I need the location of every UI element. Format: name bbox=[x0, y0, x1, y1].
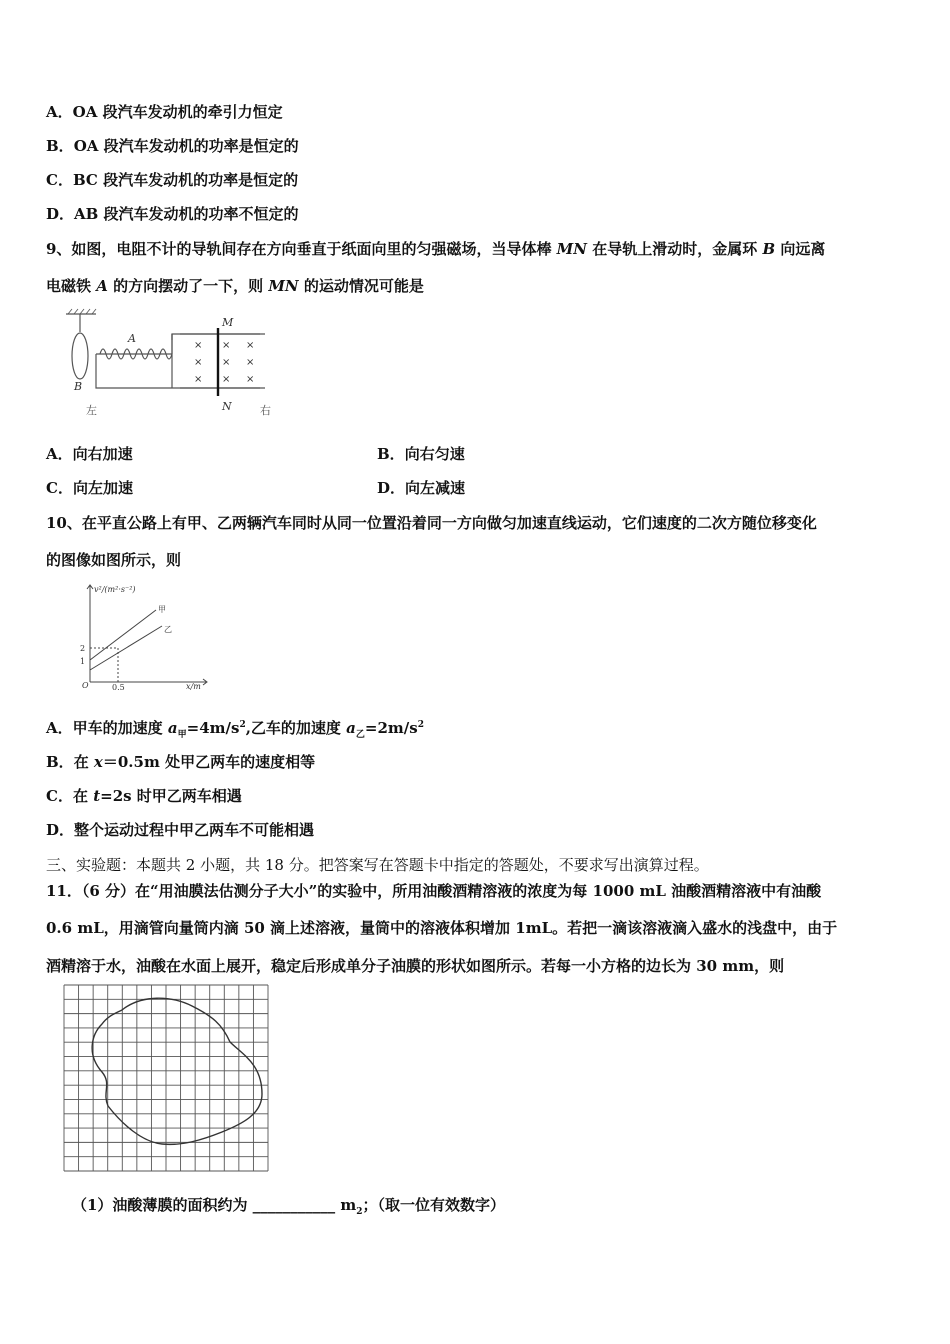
field-mark: × bbox=[246, 357, 255, 368]
q10-stem-line2: 的图像如图所示，则 bbox=[46, 551, 182, 569]
q8-option-b: B．OA 段汽车发动机的功率是恒定的 bbox=[46, 137, 299, 155]
graph-xlabel: x/m bbox=[186, 682, 201, 691]
field-mark: × bbox=[222, 374, 231, 385]
graph-ylabel: v²/(m²·s⁻²) bbox=[94, 585, 136, 594]
field-mark: × bbox=[194, 357, 203, 368]
q10-option-b: B．在 x＝0.5m 处甲乙两车的速度相等 bbox=[46, 753, 316, 771]
q10-stem-line1: 10、在平直公路上有甲、乙两辆汽车同时从同一位置沿着同一方向做匀加速直线运动，它们速度的二次方随位移变化 bbox=[46, 514, 817, 532]
label-left: 左 bbox=[86, 404, 97, 417]
q9-option-d: D．向左减速 bbox=[377, 479, 466, 497]
q9-option-b: B．向右匀速 bbox=[377, 445, 465, 463]
q8-option-d: D．AB 段汽车发动机的功率不恒定的 bbox=[46, 205, 299, 223]
q10-option-a: A．甲车的加速度 $a_甲=4m/s^2$,乙车的加速度 $a_乙=2m/s^2$ bbox=[46, 719, 424, 740]
label-n: N bbox=[222, 400, 232, 413]
graph-ytick-2: 2 bbox=[80, 644, 86, 653]
field-mark: × bbox=[246, 340, 255, 351]
q9-stem-line1: 9、如图，电阻不计的导轨间存在方向垂直于纸面向里的匀强磁场，当导体棒 MN 在导轨上滑动时，金属环 B 向远离 bbox=[46, 240, 826, 258]
field-mark: × bbox=[222, 357, 231, 368]
graph-xtick: 0.5 bbox=[112, 683, 125, 692]
label-m: M bbox=[222, 316, 234, 329]
q11-subquestion-1: （1）油酸薄膜的面积约为 ___________ $m_2$；（取一位有效数字） bbox=[72, 1196, 506, 1217]
q11-stem-line2: 0.6 mL，用滴管向量筒内滴 50 滴上述溶液，量筒中的溶液体积增加 1mL。若把一滴该溶液滴入盛水的浅盘中，由于 bbox=[46, 919, 838, 937]
q9-option-a: A．向右加速 bbox=[46, 445, 133, 463]
graph-series-jia: 甲 bbox=[158, 605, 166, 614]
label-b: B bbox=[74, 380, 83, 393]
q8-option-c: C．BC 段汽车发动机的功率是恒定的 bbox=[46, 171, 299, 189]
section3-heading: 三、实验题：本题共 2 小题，共 18 分。把答案写在答题卡中指定的答题处，不要求写出演算过程。 bbox=[46, 856, 709, 874]
field-mark: × bbox=[194, 374, 203, 385]
q9-stem-line2: 电磁铁 A 的方向摆动了一下，则 MN 的运动情况可能是 bbox=[46, 277, 424, 295]
graph-ytick-1: 1 bbox=[80, 657, 86, 666]
q11-oil-film-grid bbox=[62, 984, 270, 1172]
q10-option-d: D．整个运动过程中甲乙两车不可能相遇 bbox=[46, 821, 315, 839]
graph-origin: O bbox=[82, 681, 89, 690]
label-right: 右 bbox=[260, 404, 271, 417]
q11-stem-line1: 11．（6 分）在“用油膜法估测分子大小”的实验中，所用油酸酒精溶液的浓度为每 1000 mL 油酸酒精溶液中有油酸 bbox=[46, 882, 822, 900]
field-mark: × bbox=[194, 340, 203, 351]
field-mark: × bbox=[222, 340, 231, 351]
q8-option-a: A．OA 段汽车发动机的牵引力恒定 bbox=[46, 103, 283, 121]
q9-circuit-figure bbox=[60, 308, 290, 426]
q9-option-c: C．向左加速 bbox=[46, 479, 133, 497]
q11-stem-line3: 酒精溶于水，油酸在水面上展开，稳定后形成单分子油膜的形状如图所示。若每一小方格的边长为 30 mm，则 bbox=[46, 957, 785, 975]
graph-series-yi: 乙 bbox=[164, 625, 172, 634]
label-a: A bbox=[128, 332, 136, 345]
q10-option-c: C．在 t=2s 时甲乙两车相遇 bbox=[46, 787, 242, 805]
q10-graph bbox=[74, 580, 214, 692]
field-mark: × bbox=[246, 374, 255, 385]
